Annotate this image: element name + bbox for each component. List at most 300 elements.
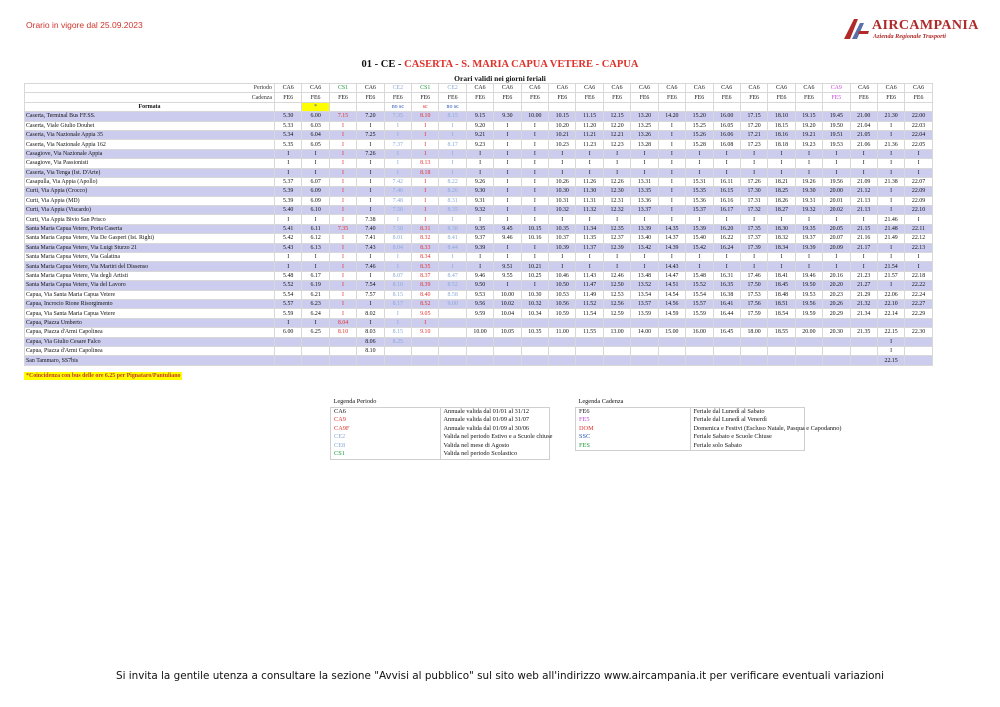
time-cell: I [740,253,767,262]
time-cell: 15.35 [686,187,713,196]
time-cell: 15.57 [686,299,713,308]
time-cell: I [823,168,850,177]
legend-description: Domenica e Festivi (Escluso Natale, Pasqua e Capodanno) [690,425,805,434]
time-cell: I [713,253,740,262]
stop-row [25,328,933,337]
time-cell: I [576,168,603,177]
stop-name: Caserta, Viale Giulio Douhet [25,121,275,130]
period-cell: CA6 [576,84,603,93]
stop-row [25,290,933,299]
stop-row [25,356,933,365]
stop-row [25,140,933,149]
time-cell [439,328,466,337]
period-cell: CA6 [713,84,740,93]
stop-name: Capua, Piazza d'Armi Capolinea [25,328,275,337]
time-cell: 22.14 [877,309,904,318]
time-cell [631,356,658,365]
stop-row [25,196,933,205]
time-cell: 15.20 [686,112,713,121]
time-cell: 16.06 [713,130,740,139]
formata-row [25,102,933,111]
time-cell: I [357,140,384,149]
time-cell: 11.23 [576,140,603,149]
time-cell: 9.46 [466,271,493,280]
time-cell [795,318,822,327]
time-cell: I [521,196,548,205]
time-cell: 10.50 [549,281,576,290]
time-cell: 10.26 [549,177,576,186]
time-cell: 9.05 [412,309,439,318]
time-cell: 21.38 [877,177,904,186]
time-cell: I [302,149,329,158]
time-cell: I [275,149,302,158]
time-cell: 14.56 [658,299,685,308]
time-cell: I [686,253,713,262]
time-cell: 21.12 [850,187,877,196]
time-cell: 21.34 [850,309,877,318]
time-cell [466,356,493,365]
time-cell [576,337,603,346]
time-cell: I [329,271,356,280]
time-cell: 5.52 [275,281,302,290]
time-cell: 8.17 [384,299,411,308]
stop-row [25,262,933,271]
time-cell: I [329,168,356,177]
time-cell: I [686,149,713,158]
time-cell: I [494,253,521,262]
legend-item [576,442,805,451]
time-cell: I [494,206,521,215]
legend-code: FE6 [576,407,691,416]
time-cell: 10.21 [521,262,548,271]
time-cell: I [329,121,356,130]
time-cell: 14.39 [658,243,685,252]
time-cell: I [412,187,439,196]
time-cell: 12.20 [603,121,630,130]
time-cell: 12.56 [603,299,630,308]
time-cell: 19.53 [795,290,822,299]
time-cell: 14.20 [658,112,685,121]
time-cell [768,356,795,365]
time-cell: 21.46 [877,215,904,224]
time-cell: 22.12 [905,234,932,243]
time-cell: 19.15 [795,112,822,121]
time-cell: I [549,159,576,168]
stop-row [25,112,933,121]
time-cell: 5.34 [275,130,302,139]
time-cell: I [412,215,439,224]
time-cell: I [412,149,439,158]
time-cell: I [905,262,932,271]
time-cell: 21.48 [877,224,904,233]
time-cell: 10.53 [549,290,576,299]
time-cell: 8.44 [439,243,466,252]
time-cell: I [877,121,904,130]
time-cell: 11.52 [576,299,603,308]
time-cell: I [576,149,603,158]
cadence-cell: FE6 [631,93,658,102]
time-cell: 7.35 [384,112,411,121]
time-cell: 8.22 [439,177,466,186]
time-cell: 22.09 [905,187,932,196]
time-cell: 9.15 [466,112,493,121]
period-cell: CA6 [603,84,630,93]
time-cell: 18.34 [768,243,795,252]
time-cell: 19.37 [795,234,822,243]
time-cell: 14.37 [658,234,685,243]
time-cell: I [302,168,329,177]
time-cell: 9.50 [466,281,493,290]
time-cell: I [713,159,740,168]
stop-name: Curti, Via Appia (MD) [25,196,275,205]
time-cell: I [357,177,384,186]
time-cell: I [329,187,356,196]
time-cell: 12.39 [603,243,630,252]
time-cell: 5.57 [275,299,302,308]
legend-item [331,450,550,459]
formata-cell: * [302,102,329,111]
formata-cell [576,102,603,111]
time-cell: I [713,149,740,158]
time-cell: I [905,159,932,168]
time-cell: 12.37 [603,234,630,243]
time-cell: I [357,121,384,130]
time-cell: 20.01 [823,196,850,205]
time-cell: 12.30 [603,187,630,196]
time-cell: 7.57 [357,290,384,299]
time-cell: I [329,243,356,252]
cadence-cell: FE6 [713,93,740,102]
time-cell: 8.10 [329,328,356,337]
time-cell [713,318,740,327]
time-cell: 15.28 [686,140,713,149]
time-cell: I [302,215,329,224]
time-cell: 8.04 [384,243,411,252]
legend-item [331,425,550,434]
formata-cell [740,102,767,111]
time-cell: I [850,168,877,177]
time-cell: 19.59 [795,309,822,318]
time-cell [275,346,302,355]
time-cell: 11.15 [576,112,603,121]
time-cell: 10.56 [549,299,576,308]
time-cell: I [631,262,658,271]
time-cell: 15.25 [686,121,713,130]
time-cell: 19.56 [823,177,850,186]
period-cell: CA6 [877,84,904,93]
formata-cell [275,102,302,111]
time-cell: I [795,149,822,158]
time-cell: 16.22 [713,234,740,243]
time-cell: 6.19 [302,281,329,290]
time-cell: 17.56 [740,299,767,308]
cadence-cell: FE6 [877,93,904,102]
stop-name: Casagiove, Via Passionisti [25,159,275,168]
time-cell: I [439,215,466,224]
legend-description: Feriale Sabato e Scuole Chiuse [690,433,805,442]
cadence-cell: FE6 [549,93,576,102]
time-cell: 22.10 [877,299,904,308]
time-cell: 20.20 [823,281,850,290]
time-cell: 17.59 [740,309,767,318]
formata-cell [549,102,576,111]
time-cell: I [686,262,713,271]
time-cell: I [329,299,356,308]
time-cell: 21.57 [877,271,904,280]
time-cell: 8.41 [439,234,466,243]
time-cell: I [713,168,740,177]
time-cell: 17.20 [740,121,767,130]
time-cell: I [357,159,384,168]
time-cell: 13.25 [631,121,658,130]
stop-name: Curti, Via Appia (Viscardo) [25,206,275,215]
time-cell: 18.27 [768,206,795,215]
time-cell: 6.09 [302,196,329,205]
time-cell: 19.21 [795,130,822,139]
time-cell: 13.59 [631,309,658,318]
time-cell: 18.41 [768,271,795,280]
time-cell: I [658,159,685,168]
time-cell: I [329,196,356,205]
time-cell: 7.38 [357,215,384,224]
time-cell [713,356,740,365]
time-cell: 21.00 [850,112,877,121]
time-cell: I [302,253,329,262]
time-cell: 9.32 [466,206,493,215]
time-cell: 8.15 [384,328,411,337]
period-cell: CA6 [905,84,932,93]
stop-name: Capua, Piazza d'Armi Capolinea [25,346,275,355]
time-cell [549,356,576,365]
cadence-cell: FE6 [905,93,932,102]
time-cell: I [329,149,356,158]
stop-name: Curti, Via Appia Bivio San Prisco [25,215,275,224]
time-cell: 18.32 [768,234,795,243]
time-cell: I [795,262,822,271]
time-cell: 13.36 [631,196,658,205]
time-cell: 20.29 [823,309,850,318]
time-cell: 16.38 [713,290,740,299]
stop-name: Capua, Via Giulio Cesare Falco [25,337,275,346]
time-cell: 17.15 [740,112,767,121]
time-cell: 7.46 [357,262,384,271]
time-cell: I [329,130,356,139]
period-cell: CA6 [658,84,685,93]
time-cell: I [384,253,411,262]
time-cell: 19.53 [823,140,850,149]
page-subtitle: Orari validi nei giorni feriali [454,74,546,83]
time-cell: 7.48 [384,196,411,205]
time-cell: 10.31 [549,196,576,205]
formata-cell [329,102,356,111]
time-cell: 7.40 [357,224,384,233]
time-cell: I [877,206,904,215]
time-cell [686,356,713,365]
time-cell: 22.27 [905,299,932,308]
time-cell: 8.25 [384,337,411,346]
time-cell: 19.51 [823,130,850,139]
time-cell: 9.21 [466,130,493,139]
time-cell: 8.10 [384,281,411,290]
time-cell: 21.15 [850,224,877,233]
time-cell [412,346,439,355]
time-cell: 21.16 [850,234,877,243]
line-code: 01 - CE - [361,59,402,70]
time-cell: I [658,253,685,262]
time-cell: 9.37 [466,234,493,243]
time-cell [740,337,767,346]
time-cell: 10.39 [549,243,576,252]
time-cell [412,337,439,346]
time-cell: 22.10 [905,206,932,215]
time-cell: I [658,149,685,158]
formata-cell [768,102,795,111]
time-cell: I [357,318,384,327]
time-cell: I [905,215,932,224]
time-cell: 16.17 [713,206,740,215]
logo-mark-icon [842,17,870,41]
time-cell: 6.09 [302,187,329,196]
time-cell: I [658,140,685,149]
time-cell: 8.34 [412,253,439,262]
time-cell: 8.33 [412,243,439,252]
time-cell: 6.04 [302,130,329,139]
formata-cell [905,102,932,111]
time-cell: 9.00 [439,299,466,308]
time-cell: 19.45 [823,112,850,121]
time-cell: 8.35 [412,262,439,271]
time-cell: 21.32 [850,299,877,308]
time-cell [631,346,658,355]
time-cell: I [905,149,932,158]
time-cell: 21.04 [850,121,877,130]
legend-description: Annuale valida dal 01/09 al 30/06 [440,425,550,434]
time-cell: 13.54 [631,290,658,299]
cadence-cell: FE6 [466,93,493,102]
time-cell: 18.10 [768,112,795,121]
time-cell [494,346,521,355]
time-cell: 10.37 [549,234,576,243]
time-cell: 9.30 [466,187,493,196]
time-cell: 17.53 [740,290,767,299]
formata-cell [877,102,904,111]
time-cell: 14.35 [658,224,685,233]
time-cell: 20.26 [823,299,850,308]
time-cell: 10.00 [494,290,521,299]
legend-code: CA9 [331,416,441,425]
time-cell [549,337,576,346]
time-cell: 10.25 [521,271,548,280]
time-cell: 10.46 [549,271,576,280]
time-cell: 15.54 [686,290,713,299]
stop-name: Caserta, Via Nazionale Appia 162 [25,140,275,149]
time-cell: 8.52 [439,281,466,290]
legend-title: Legenda Periodo [333,398,377,405]
time-cell [329,356,356,365]
time-cell [850,318,877,327]
time-cell: 10.05 [494,328,521,337]
time-cell: I [302,318,329,327]
time-cell: 20.02 [823,206,850,215]
time-cell: I [494,121,521,130]
time-cell: I [384,149,411,158]
time-cell: 6.00 [275,328,302,337]
time-cell: 10.16 [521,234,548,243]
time-cell: I [631,253,658,262]
time-cell: I [494,149,521,158]
time-cell: 19.46 [795,271,822,280]
time-cell: 15.00 [658,328,685,337]
time-cell: I [850,159,877,168]
time-cell: 6.25 [302,328,329,337]
time-cell: 7.35 [329,224,356,233]
time-cell: I [329,290,356,299]
time-cell: 8.02 [357,309,384,318]
time-cell: 20.00 [823,187,850,196]
time-cell [905,356,932,365]
time-cell: I [329,234,356,243]
time-cell: 16.41 [713,299,740,308]
cadence-cell: FE6 [795,93,822,102]
time-cell [329,346,356,355]
time-cell: 5.35 [275,140,302,149]
time-cell [549,318,576,327]
time-cell [302,356,329,365]
time-cell: 11.34 [576,224,603,233]
time-cell: I [850,215,877,224]
time-cell: I [768,215,795,224]
formata-cell [494,102,521,111]
time-cell: 20.09 [823,243,850,252]
time-cell: I [357,187,384,196]
time-cell: 22.03 [905,121,932,130]
time-cell: 15.37 [686,206,713,215]
time-cell: I [877,149,904,158]
stop-row [25,206,933,215]
time-cell: 17.23 [740,140,767,149]
legend-title: Legenda Cadenza [578,398,624,405]
time-cell [439,356,466,365]
time-cell: 10.30 [549,187,576,196]
stop-name: Caserta, Via Tenga (Ist. D'Arte) [25,168,275,177]
time-cell [494,318,521,327]
stop-row [25,309,933,318]
time-cell [823,356,850,365]
time-cell [494,337,521,346]
cadence-cell: FE6 [603,93,630,102]
time-cell: 21.54 [877,262,904,271]
time-cell: 6.00 [302,112,329,121]
legend-period [330,398,553,460]
time-cell: I [658,121,685,130]
time-cell: 8.58 [439,290,466,299]
stop-row [25,234,933,243]
time-cell: I [740,262,767,271]
time-cell [603,346,630,355]
time-cell: 21.27 [850,281,877,290]
time-cell: 15.26 [686,130,713,139]
time-cell: I [686,159,713,168]
time-cell [466,337,493,346]
time-cell: 5.54 [275,290,302,299]
time-cell: 8.35 [439,206,466,215]
time-cell: I [823,253,850,262]
time-cell: 13.31 [631,177,658,186]
stop-row [25,177,933,186]
time-cell: 15.31 [686,177,713,186]
time-cell: I [549,168,576,177]
time-cell [740,356,767,365]
